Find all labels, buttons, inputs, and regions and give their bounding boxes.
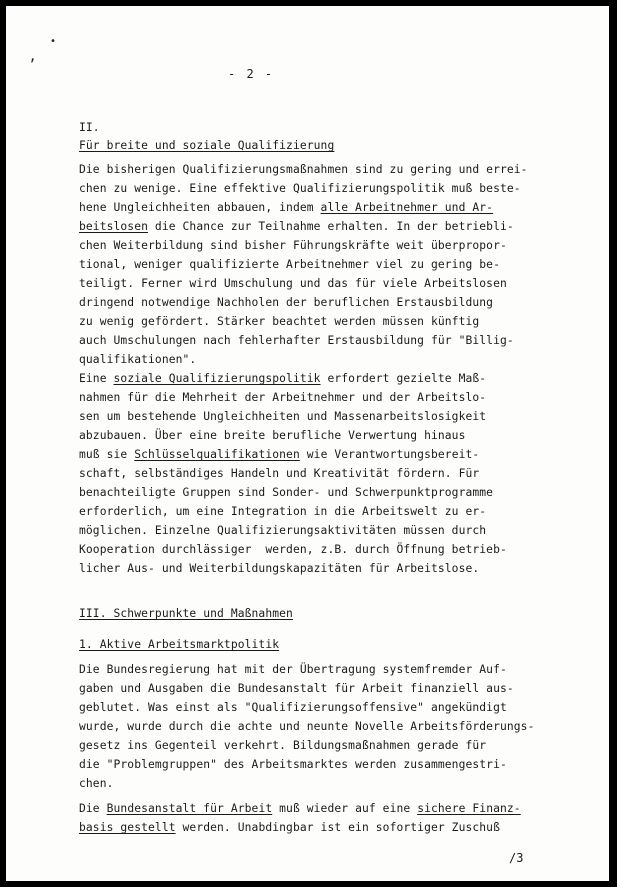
text-line (79, 351, 196, 369)
text-line (79, 218, 514, 236)
text-run: benachteiligte Gruppen sind Sonder- und Schwerpunktprogramme (79, 486, 494, 499)
text-run: qualifikationen". (79, 353, 197, 366)
text-run: möglichen. Einzelne Qualifizierungsaktivitäten müssen durch (79, 524, 487, 537)
text-line (79, 661, 507, 679)
text-line (79, 199, 493, 217)
section-heading: Für breite und soziale Qualifizierung (79, 139, 335, 152)
text-run: tional, weniger qualifizierte Arbeitnehmer viel zu gering be- (79, 258, 500, 271)
text-line (79, 819, 500, 837)
text-run: teiligt. Ferner wird Umschulung und das für viele Arbeitslosen (79, 277, 507, 290)
text-run: Die Bundesregierung hat mit der Übertragung systemfremder Auf- (79, 663, 507, 676)
text-line (79, 275, 507, 293)
text-line (79, 446, 479, 464)
text-line (79, 680, 514, 698)
text-line (79, 541, 507, 559)
text-run: nahmen für die Mehrheit der Arbeitnehmer und der Arbeitslo- (79, 391, 487, 404)
section-numeral: II. (79, 121, 100, 134)
underlined-text: alle Arbeitnehmer und Ar- (320, 201, 494, 214)
document-page (6, 6, 609, 881)
text-run: wurde, wurde durch die achte und neunte Novelle Arbeitsförderungs- (79, 720, 535, 733)
text-run: abzubauen. Über eine breite berufliche Verwertung hinaus (79, 429, 466, 442)
scan-speck: ʼ (28, 57, 37, 73)
text-line (79, 756, 507, 774)
text-run: dringend notwendige Nachholen der beruflichen Erstausbildung (79, 296, 494, 309)
underlined-text: soziale Qualifizierungspolitik (113, 372, 321, 385)
text-run: hene Ungleichheiten abbauen, indem (79, 201, 321, 214)
text-run: chen Weiterbildung sind bisher Führungskräfte weit überpropor- (79, 239, 507, 252)
text-line (79, 332, 514, 350)
underlined-text: Bundesanstalt für Arbeit (106, 802, 273, 815)
text-run: erfordert gezielte Maß- (320, 372, 487, 385)
text-line (79, 313, 479, 331)
text-run: muß wieder auf eine (272, 802, 418, 815)
text-line (79, 484, 493, 502)
text-run: Kooperation durchlässiger werden, z.B. durch Öffnung betrieb- (79, 543, 507, 556)
text-line (79, 522, 486, 540)
text-line (79, 256, 500, 274)
text-run: sen um bestehende Ungleichheiten und Massenarbeitslosigkeit (79, 410, 487, 423)
text-line (79, 699, 507, 717)
scan-speck: • (50, 36, 57, 47)
text-line (79, 294, 493, 312)
text-line (79, 370, 486, 388)
page-number: - 2 - (228, 67, 275, 81)
text-line (79, 560, 479, 578)
text-run: werden. Unabdingbar ist ein sofortiger Zuschuß (175, 821, 500, 834)
text-run: die "Problemgruppen" des Arbeitsmarktes werden zusammengestri- (79, 758, 507, 771)
underlined-text: Schlüsselqualifikationen (134, 448, 300, 461)
text-run: die Chance zur Teilnahme erhalten. In der betriebli- (148, 220, 514, 233)
text-run: schaft, selbständiges Handeln und Kreativität fördern. Für (79, 467, 480, 480)
text-run: muß sie (79, 448, 135, 461)
text-run: wie Verantwortungsbereit- (299, 448, 480, 461)
text-run: licher Aus- und Weiterbildungskapazitäten für Arbeitslose. (79, 562, 480, 575)
text-run: Die bisherigen Qualifizierungsmaßnahmen sind zu gering und errei- (79, 163, 528, 176)
text-line (79, 180, 521, 198)
text-run: erforderlich, um eine Integration in die Arbeitswelt zu er- (79, 505, 487, 518)
text-run: auch Umschulungen nach fehlerhafter Erstausbildung für "Billig- (79, 334, 514, 347)
text-line (79, 775, 114, 793)
text-line (79, 427, 465, 445)
text-run: Eine (79, 372, 114, 385)
text-run: Die (79, 802, 107, 815)
subsection-heading: 1. Aktive Arbeitsmarktpolitik (79, 638, 280, 651)
text-line (79, 389, 486, 407)
section-heading: III. Schwerpunkte und Maßnahmen (79, 607, 293, 620)
text-run: geblutet. Was einst als "Qualifizierungsoffensive" angekündigt (79, 701, 507, 714)
continuation-marker: /3 (509, 851, 524, 865)
underlined-text: sichere Finanz- (417, 802, 521, 815)
underlined-text: beitslosen (79, 220, 149, 233)
text-run: gesetz ins Gegenteil verkehrt. Bildungsmaßnahmen gerade für (79, 739, 487, 752)
text-line (79, 718, 535, 736)
text-line (79, 161, 528, 179)
text-run: chen zu wenige. Eine effektive Qualifizierungspolitik muß beste- (79, 182, 521, 195)
text-run: zu wenig gefördert. Stärker beachtet werden müssen künftig (79, 315, 480, 328)
text-line (79, 503, 486, 521)
text-run: gaben und Ausgaben die Bundesanstalt für Arbeit finanziell aus- (79, 682, 514, 695)
text-run: chen. (79, 777, 114, 790)
text-line (79, 465, 479, 483)
text-line (79, 737, 486, 755)
text-line (79, 408, 486, 426)
text-line (79, 237, 507, 255)
underlined-text: basis gestellt (79, 821, 176, 834)
text-line (79, 800, 521, 818)
